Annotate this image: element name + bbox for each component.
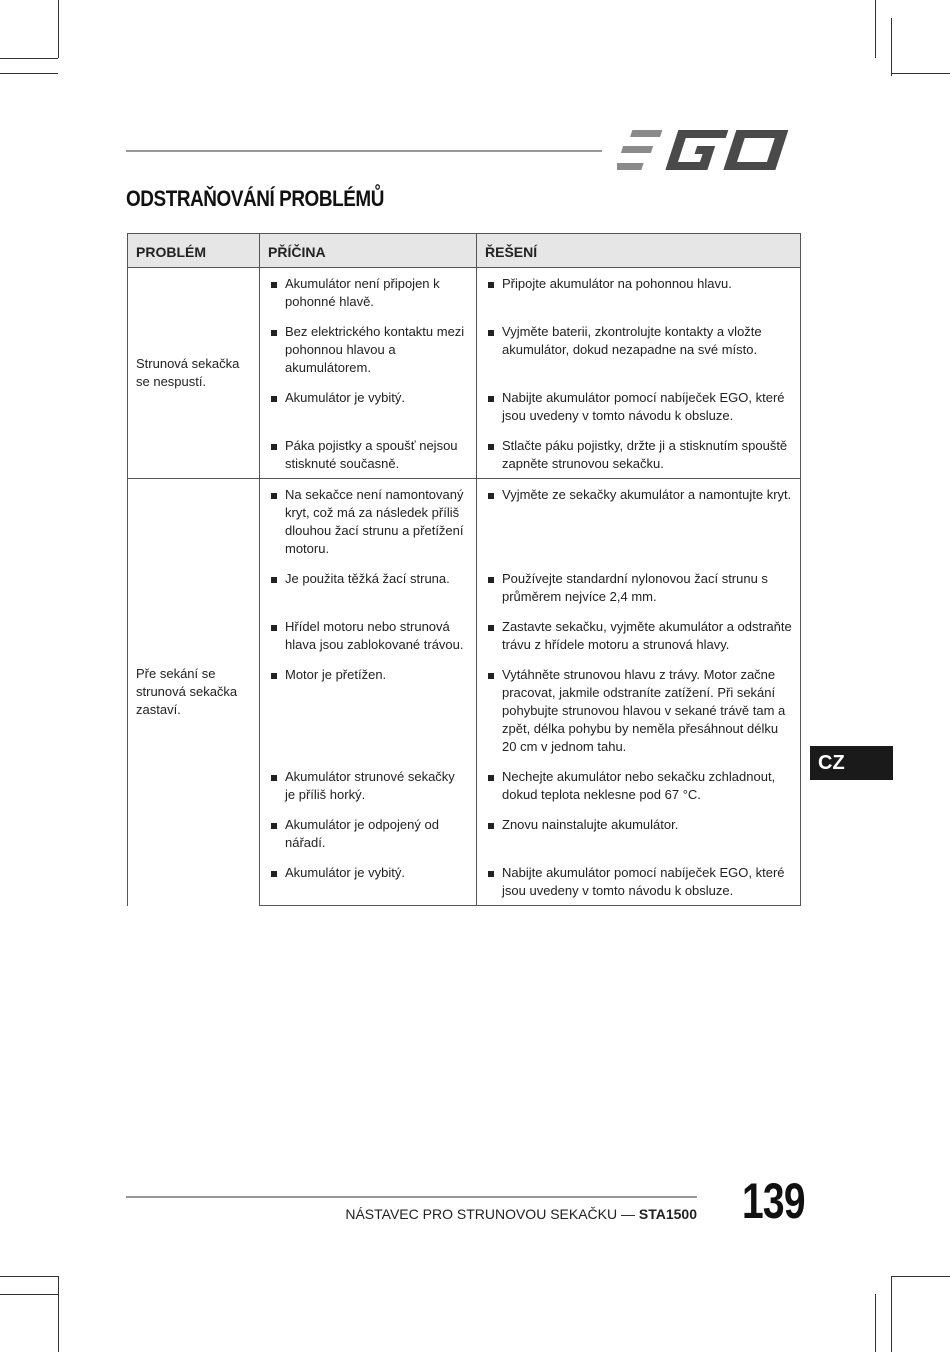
problem-cell: Pře sekání se strunová sekačka zastaví. — [128, 479, 260, 906]
solution-item: Zastavte sekačku, vyjměte akumulátor a odstraňte trávu z hřídele motoru a strunová hlavy. — [477, 611, 800, 659]
bullet-icon — [488, 577, 494, 583]
bullet-icon — [488, 444, 494, 450]
solution-item: Vytáhněte strunovou hlavu z trávy. Motor začne pracovat, jakmile odstraníte zatížení. Při sekání pohybujte strunovou hlavou v sekané trávě tam a zpět, délka pohybu by neměla přesáhnout délku 20 cm v jednom tahu. — [477, 659, 800, 761]
language-tab: CZ — [810, 746, 893, 780]
bullet-icon — [271, 625, 277, 631]
ego-logo — [617, 128, 800, 172]
bullet-icon — [488, 823, 494, 829]
bullet-icon — [488, 775, 494, 781]
header-problem: PROBLÉM — [128, 234, 260, 268]
bullet-icon — [271, 823, 277, 829]
bullet-icon — [488, 493, 494, 499]
footer-text — [345, 1206, 697, 1222]
crop-mark — [0, 1294, 58, 1295]
page-title: ODSTRAŇOVÁNÍ PROBLÉMŮ — [126, 186, 384, 211]
footer-dash: — — [621, 1206, 635, 1222]
bullet-icon — [271, 330, 277, 336]
cause-item: Bez elektrického kontaktu mezi pohonnou hlavou a akumulátorem. — [260, 316, 476, 382]
bullet-icon — [271, 673, 277, 679]
header-solution: ŘEŠENÍ — [477, 234, 801, 268]
footer-rule — [126, 1196, 697, 1198]
bullet-icon — [271, 871, 277, 877]
bullet-icon — [271, 396, 277, 402]
bullet-icon — [488, 282, 494, 288]
crop-mark — [891, 1276, 892, 1352]
solution-item: Nabijte akumulátor pomocí nabíječek EGO, které jsou uvedeny v tomto návodu k obsluze. — [477, 382, 800, 430]
bullet-icon — [271, 444, 277, 450]
crop-mark — [891, 1276, 950, 1277]
solution-item: Používejte standardní nylonovou žací strunu s průměrem nejvíce 2,4 mm. — [477, 563, 800, 611]
solution-item: Znovu nainstalujte akumulátor. — [477, 809, 800, 857]
solution-item: Vyjměte baterii, zkontrolujte kontakty a vložte akumulátor, dokud nezapadne na své místo. — [477, 316, 800, 382]
crop-mark — [891, 73, 950, 74]
solution-item: Nabijte akumulátor pomocí nabíječek EGO, které jsou uvedeny v tomto návodu k obsluze. — [477, 857, 800, 905]
crop-mark — [0, 58, 58, 59]
problem-cell: Strunová sekačka se nespustí. — [128, 268, 260, 479]
solution-item: Připojte akumulátor na pohonnou hlavu. — [477, 268, 800, 316]
table-row — [128, 479, 801, 564]
header-rule — [126, 150, 602, 152]
bullet-icon — [271, 577, 277, 583]
bullet-icon — [488, 673, 494, 679]
cause-item: Akumulátor je odpojený od nářadí. — [260, 809, 476, 857]
page-number: 139 — [742, 1173, 805, 1229]
table-row — [128, 268, 801, 317]
cause-item: Na sekačce není namontovaný kryt, což má za následek příliš dlouhou žací strunu a přetížení motoru. — [260, 479, 476, 563]
crop-mark — [875, 1294, 876, 1352]
cause-item: Motor je přetížen. — [260, 659, 476, 761]
crop-mark — [0, 73, 58, 74]
crop-mark — [0, 1276, 58, 1277]
solution-item: Nechejte akumulátor nebo sekačku zchladnout, dokud teplota neklesne pod 67 °C. — [477, 761, 800, 809]
cause-item: Páka pojistky a spoušť nejsou stisknuté současně. — [260, 430, 476, 478]
crop-mark — [875, 0, 876, 58]
cause-item: Je použita těžká žací struna. — [260, 563, 476, 611]
crop-mark — [58, 1276, 59, 1352]
cause-item: Akumulátor je vybitý. — [260, 857, 476, 905]
solution-item: Stlačte páku pojistky, držte ji a stisknutím spouště zapněte strunovou sekačku. — [477, 430, 800, 478]
bullet-icon — [488, 396, 494, 402]
solution-item: Vyjměte ze sekačky akumulátor a namontujte kryt. — [477, 479, 800, 563]
crop-mark — [58, 0, 59, 58]
bullet-icon — [271, 493, 277, 499]
bullet-icon — [271, 282, 277, 288]
footer-model: STA1500 — [638, 1206, 697, 1222]
bullet-icon — [488, 625, 494, 631]
footer-product: NÁSTAVEC PRO STRUNOVOU SEKAČKU — [345, 1206, 618, 1222]
troubleshooting-table — [127, 233, 801, 906]
cause-item: Hřídel motoru nebo strunová hlava jsou zablokované trávou. — [260, 611, 476, 659]
bullet-icon — [488, 871, 494, 877]
crop-mark — [891, 18, 892, 76]
cause-item: Akumulátor není připojen k pohonné hlavě. — [260, 268, 476, 316]
bullet-icon — [488, 330, 494, 336]
cause-item: Akumulátor je vybitý. — [260, 382, 476, 430]
header-cause: PŘÍČINA — [260, 234, 477, 268]
bullet-icon — [271, 775, 277, 781]
cause-item: Akumulátor strunové sekačky je příliš horký. — [260, 761, 476, 809]
table-header-row — [128, 234, 801, 268]
